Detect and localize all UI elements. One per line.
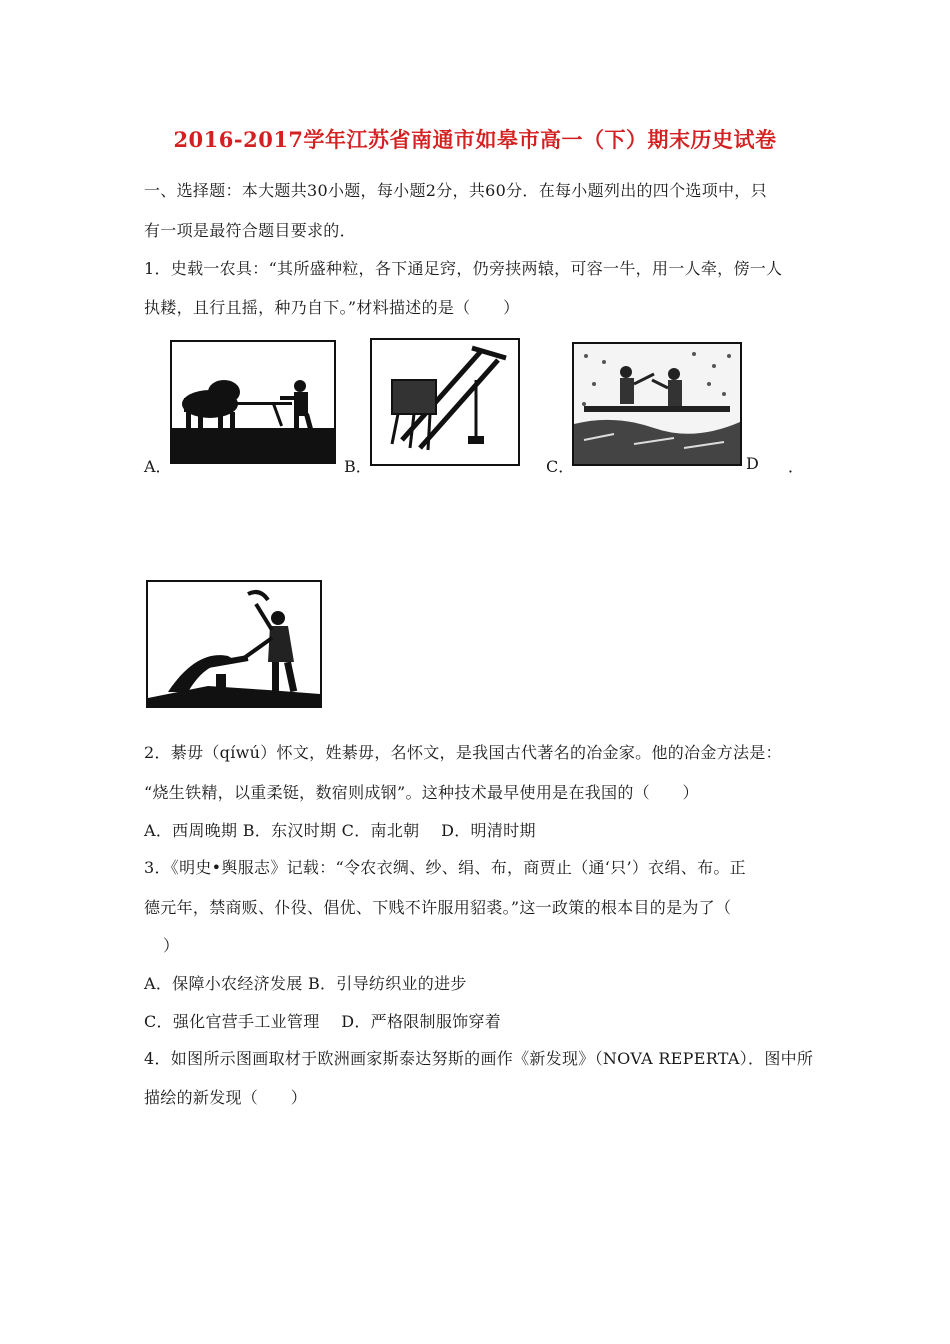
question-1-line-1: 1．史载一农具：“其所盛种粒，各下通足窍，仍旁挟两辕，可容一牛，用一人牵，傍一人 xyxy=(144,259,783,278)
option-d-image xyxy=(146,580,322,708)
option-d-dot: ． xyxy=(788,457,805,476)
man-with-plow-illustration xyxy=(148,582,320,706)
question-2-options: A．西周晚期 B．东汉时期 C．南北朝 D．明清时期 xyxy=(144,821,536,840)
question-3-line-3: ） xyxy=(163,936,180,955)
section-instructions-line-2: 有一项是最符合题目要求的． xyxy=(144,221,356,240)
seed-drill-illustration xyxy=(372,340,518,464)
question-3-line-1: 3．《明史•舆服志》记载：“令农衣绸、纱、绢、布，商贾止（通‘只’）衣绢、布。正 xyxy=(144,858,746,877)
question-3-options-cd: C．强化官营手工业管理 D．严格限制服饰穿着 xyxy=(144,1012,502,1031)
option-c-label: C． xyxy=(546,457,575,476)
question-3-options-ab: A．保障小农经济发展 B．引导纺织业的进步 xyxy=(144,974,467,993)
page-title: 2016-2017学年江苏省南通市如皋市高一（下）期末历史试卷 xyxy=(173,127,777,152)
question-1-line-2: 执耧，且行且摇，种乃自下。”材料描述的是（ ） xyxy=(144,298,520,317)
question-4-line-1: 4．如图所示图画取材于欧洲画家斯泰达努斯的画作《新发现》（NOVA REPERTA）．图中所 xyxy=(144,1049,814,1068)
option-b-image xyxy=(370,338,520,466)
section-instructions-line-1: 一、选择题：本大题共30小题，每小题2分，共60分．在每小题列出的四个选项中，只 xyxy=(144,181,767,200)
farming-woodcut-illustration xyxy=(574,344,740,464)
option-a-image xyxy=(170,340,336,464)
question-2-line-1: 2．綦毋（qíwú）怀文，姓綦毋，名怀文，是我国古代著名的冶金家。他的冶金方法是： xyxy=(144,743,782,762)
option-d-label: D xyxy=(746,454,759,473)
question-2-line-2: “烧生铁精，以重柔铤，数宿则成钢”。这种技术最早使用是在我国的（ ） xyxy=(144,783,699,802)
option-a-label: A． xyxy=(144,457,172,476)
question-3-line-2: 德元年，禁商贩、仆役、倡优、下贱不许服用貂裘。”这一政策的根本目的是为了（ xyxy=(144,898,732,917)
option-c-image xyxy=(572,342,742,466)
question-4-line-2: 描绘的新发现（ ） xyxy=(144,1088,308,1107)
ox-plowing-illustration xyxy=(172,342,334,462)
option-b-label: B． xyxy=(344,457,372,476)
